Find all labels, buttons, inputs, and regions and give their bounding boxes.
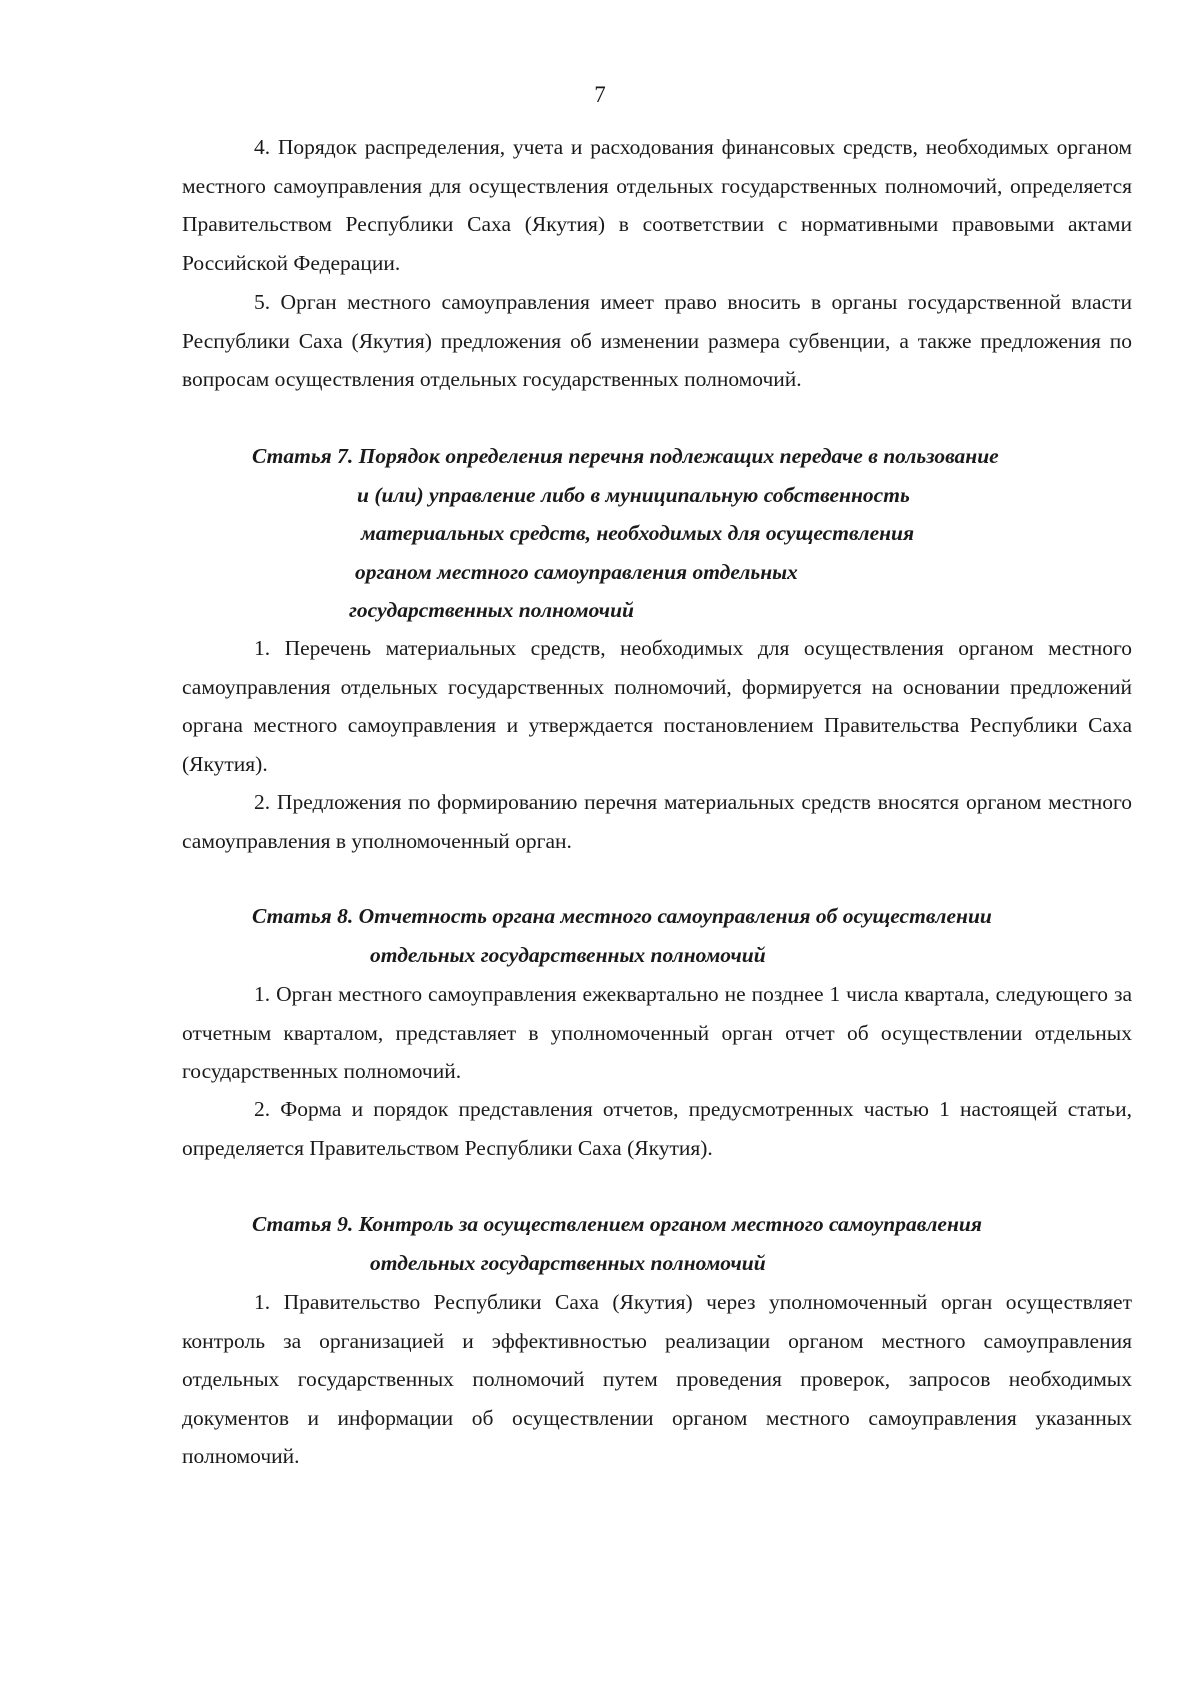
- page-number: 7: [594, 82, 606, 107]
- article-7-heading-line: Статья 7. Порядок определения перечня подлежащих передаче в пользование: [252, 444, 999, 468]
- article-9-heading-line: отдельных государственных полномочий: [370, 1250, 766, 1275]
- article-7-heading-line: и (или) управление либо в муниципальную собственность: [357, 482, 910, 507]
- article-7-heading: [252, 437, 999, 630]
- paragraph-5: 5. Орган местного самоуправления имеет право вносить в органы государственной власти Республики Саха (Якутия) предложения об изменении размера субвенции, а также предложения по вопросам осуществления отдельных государственных полномочий.: [182, 290, 1132, 391]
- article-8-heading: [252, 897, 992, 974]
- article-7-paragraph-1: 1. Перечень материальных средств, необходимых для осуществления органом местного самоуправления отдельных государственных полномочий, формируется на основании предложений органа местного самоуправления и утверждается постановлением Правительства Республики Саха (Якутия).: [182, 636, 1132, 776]
- article-8-heading-line: Статья 8. Отчетность органа местного самоуправления об осуществлении: [252, 904, 992, 928]
- article-7-paragraph-2: 2. Предложения по формированию перечня материальных средств вносятся органом местного самоуправления в уполномоченный орган.: [182, 790, 1132, 853]
- article-8-paragraph-1: 1. Орган местного самоуправления ежеквартально не позднее 1 числа квартала, следующего за отчетным кварталом, представляет в уполномоченный орган отчет об осуществлении отдельных государственных полномочий.: [182, 982, 1132, 1083]
- article-9-heading-line: Статья 9. Контроль за осуществлением органом местного самоуправления: [252, 1212, 982, 1236]
- article-7-heading-line: материальных средств, необходимых для осуществления: [361, 521, 915, 545]
- article-9-heading: [252, 1205, 982, 1282]
- article-8-paragraph-2: 2. Форма и порядок представления отчетов, предусмотренных частью 1 настоящей статьи, определяется Правительством Республики Саха (Якутия).: [182, 1097, 1132, 1160]
- article-7-heading-line: государственных полномочий: [349, 598, 634, 622]
- paragraph-4: 4. Порядок распределения, учета и расходования финансовых средств, необходимых органом местного самоуправления для осуществления отдельных государственных полномочий, определяется Правительством Республики Саха (Якутия) в соответствии с нормативными правовыми актами Российской Федерации.: [182, 135, 1132, 275]
- article-8-heading-line: отдельных государственных полномочий: [370, 942, 766, 967]
- article-9-paragraph-1: 1. Правительство Республики Саха (Якутия) через уполномоченный орган осуществляет контроль за организацией и эффективностью реализации органом местного самоуправления отдельных государственных полномочий путем проведения проверок, запросов необходимых документов и информации об осуществлении органом местного самоуправления указанных полномочий.: [182, 1290, 1132, 1468]
- article-7-heading-line: органом местного самоуправления отдельных: [355, 559, 798, 584]
